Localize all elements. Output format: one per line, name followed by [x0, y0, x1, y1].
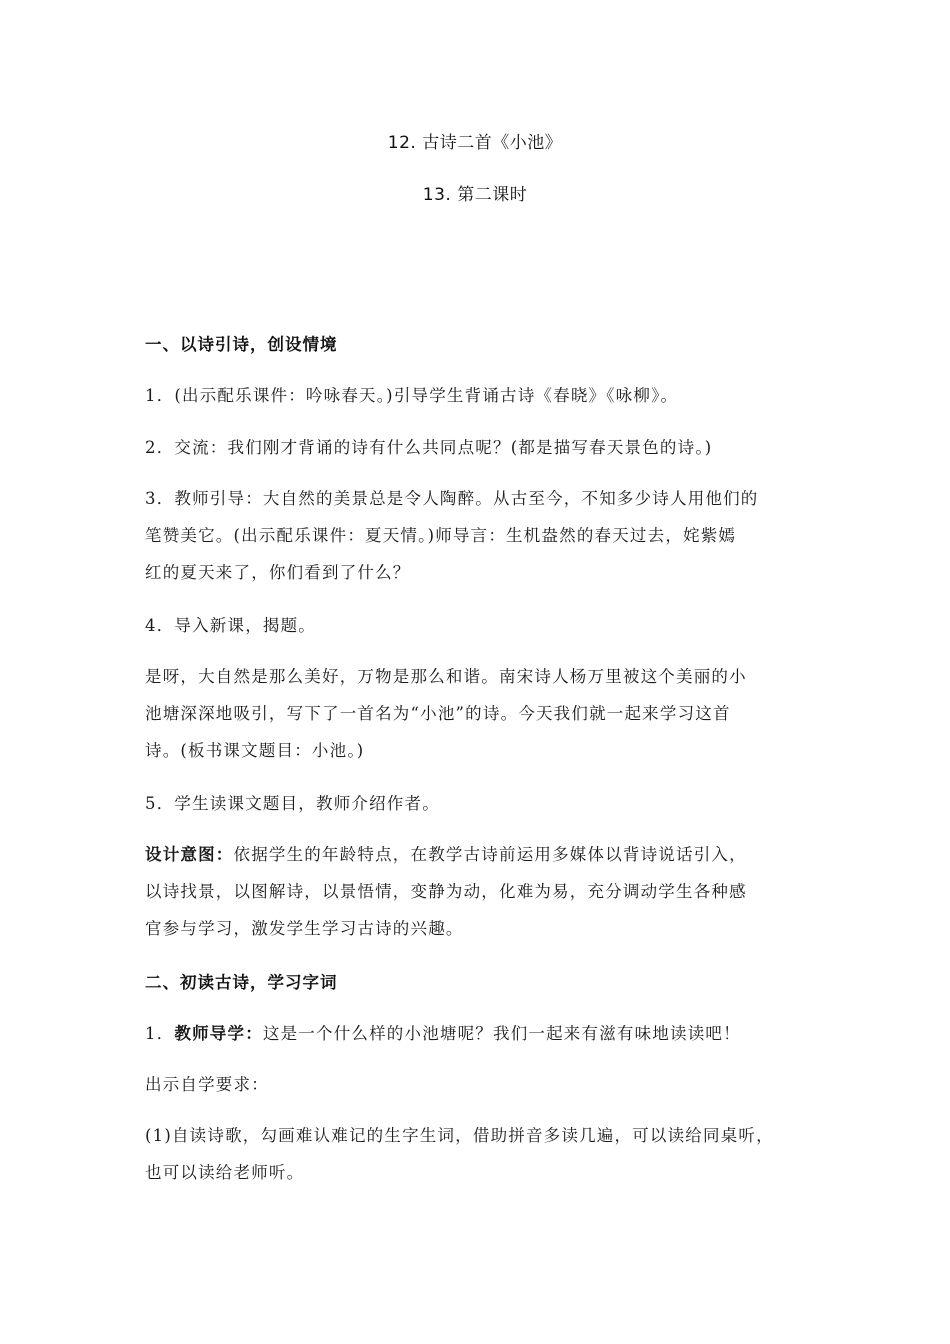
section-2-paragraph-2: 出示自学要求：: [145, 1075, 269, 1094]
section-2-heading: 二、初读古诗，学习字词: [145, 973, 338, 992]
document-subtitle: 13. 第二课时: [422, 185, 528, 205]
section-2-p3-line-2: 也可以读给老师听。: [145, 1163, 305, 1182]
section-2-p1-text: 这是一个什么样的小池塘呢？我们一起来有滋有味地读读吧！: [262, 1024, 741, 1043]
document-title: 12. 古诗二首《小池》: [387, 133, 563, 153]
paragraph-6: 5．学生读课文题目，教师介绍作者。: [145, 794, 440, 813]
design-intent-line-3: 官参与学习，激发学生学习古诗的兴趣。: [145, 919, 464, 938]
paragraph-5: [145, 658, 825, 769]
section-2-paragraph-3: [145, 1117, 825, 1191]
section-2-p1-prefix: 1．: [145, 1024, 175, 1043]
section-1-heading: 一、以诗引诗，创设情境: [145, 335, 338, 354]
paragraph-3: [145, 480, 825, 591]
paragraph-5-line-2: 池塘深深地吸引，写下了一首名为“小池”的诗。今天我们就一起来学习这首: [145, 704, 731, 723]
paragraph-2: 2．交流：我们刚才背诵的诗有什么共同点呢？(都是描写春天景色的诗。): [145, 438, 713, 457]
section-2-p3-line-1: (1)自读诗歌，勾画难认难记的生字生词，借助拼音多读几遍，可以读给同桌听，: [145, 1126, 774, 1145]
paragraph-5-line-1: 是呀，大自然是那么美好，万物是那么和谐。南宋诗人杨万里被这个美丽的小: [145, 667, 747, 686]
design-intent-paragraph: [145, 836, 825, 947]
design-intent-line-2: 以诗找景，以图解诗，以景悟情，变静为动，化难为易，充分调动学生各种感: [145, 882, 747, 901]
paragraph-5-line-3: 诗。(板书课文题目：小池。): [145, 741, 365, 760]
paragraph-1: 1．(出示配乐课件：吟咏春天。)引导学生背诵古诗《春晓》《咏柳》。: [145, 386, 679, 405]
paragraph-3-line-1: 3．教师引导：大自然的美景总是令人陶醉。从古至今，不知多少诗人用他们的: [145, 489, 759, 508]
paragraph-3-line-3: 红的夏天来了，你们看到了什么？: [145, 563, 411, 582]
paragraph-3-line-2: 笔赞美它。(出示配乐课件：夏天情。)师导言：生机盎然的春天过去，姹紫嫣: [145, 526, 737, 545]
section-2-paragraph-1: [145, 1015, 825, 1052]
design-intent-line-1: [145, 836, 825, 873]
paragraph-4: 4．导入新课，揭题。: [145, 616, 316, 635]
design-intent-label: 设计意图：: [145, 845, 234, 864]
teacher-guide-label: 教师导学：: [174, 1024, 263, 1043]
design-intent-text: 依据学生的年龄特点，在教学古诗前运用多媒体以背诗说话引入，: [233, 845, 747, 864]
